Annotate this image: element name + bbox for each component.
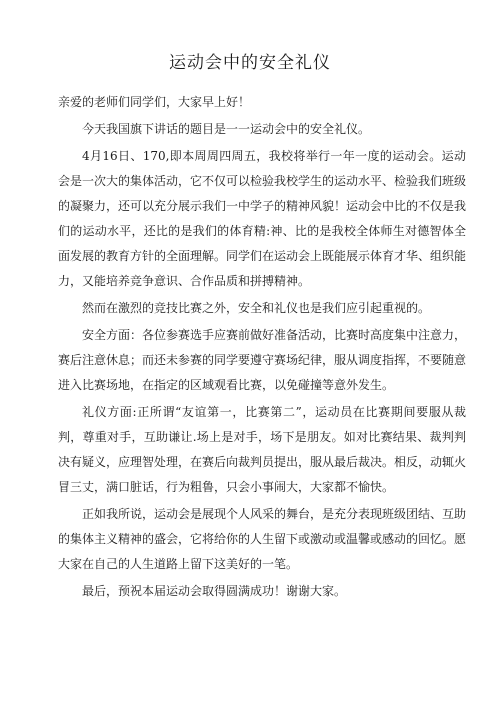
paragraph-topic: 今天我国旗下讲话的题目是一一运动会中的安全礼仪。: [82, 122, 371, 136]
paragraph-transition: 然而在激烈的竞技比赛之外，安全和礼仪也是我们应引起重视的。: [82, 301, 431, 315]
document-title: 运动会中的安全礼仪: [169, 53, 331, 73]
paragraph-sports-meet: 4月16日、170,即本周周四周五，我校将举行一年一度的运动会。运动会是一次大的集体活动，它不仅可以检验我校学生的运动水平、检验我们班级的凝聚力，还可以充分展示我们一中学子的精神风貌！运动会中比的不仅是我们的运动水平，还比的是我们的体育精:神、比的是我校全体师生对德智体全面发展的教育方针的全面理解。同学们在运动会上既能展示体育才华、组织能力，又能培养竞争意识、合作品质和拼搏精神。: [58, 149, 467, 288]
paragraph-safety: 安全方面：各位参赛选手应赛前做好准备活动，比赛时高度集中注意力，赛后注意休息；而还未参赛的同学要遵守赛场纪律，服从调度指挥，不要随意进入比赛场地，在指定的区域观看比赛，以免碰撞等意外发生。: [58, 328, 467, 392]
greeting: 亲爱的老师们同学们，大家早上好！: [58, 95, 251, 109]
paragraph-closing: 最后，预祝本届运动会取得圆满成功！谢谢大家。: [82, 584, 347, 598]
paragraph-etiquette: 礼仪方面:正所谓“友谊第一，比赛第二”，运动员在比赛期间要服从裁判，尊重对手，互助谦让.场上是对手，场下是朋友。如对比赛结果、裁判判决有疑义，应理智处理，在赛后向裁判员提出，服从最后裁决。相反，动辄火冒三丈，满口脏话，行为粗鲁，只会小事闹大，大家都不愉快。: [58, 405, 467, 494]
document-body: [58, 90, 466, 606]
paragraph-summary: 正如我所说，运动会是展现个人风采的舞台，是充分表现班级团结、互助的集体主义精神的盛会，它将给你的人生留下或激动或温馨或感动的回忆。愿大家在自己的人生道路上留下这美好的一笔。: [58, 507, 467, 571]
